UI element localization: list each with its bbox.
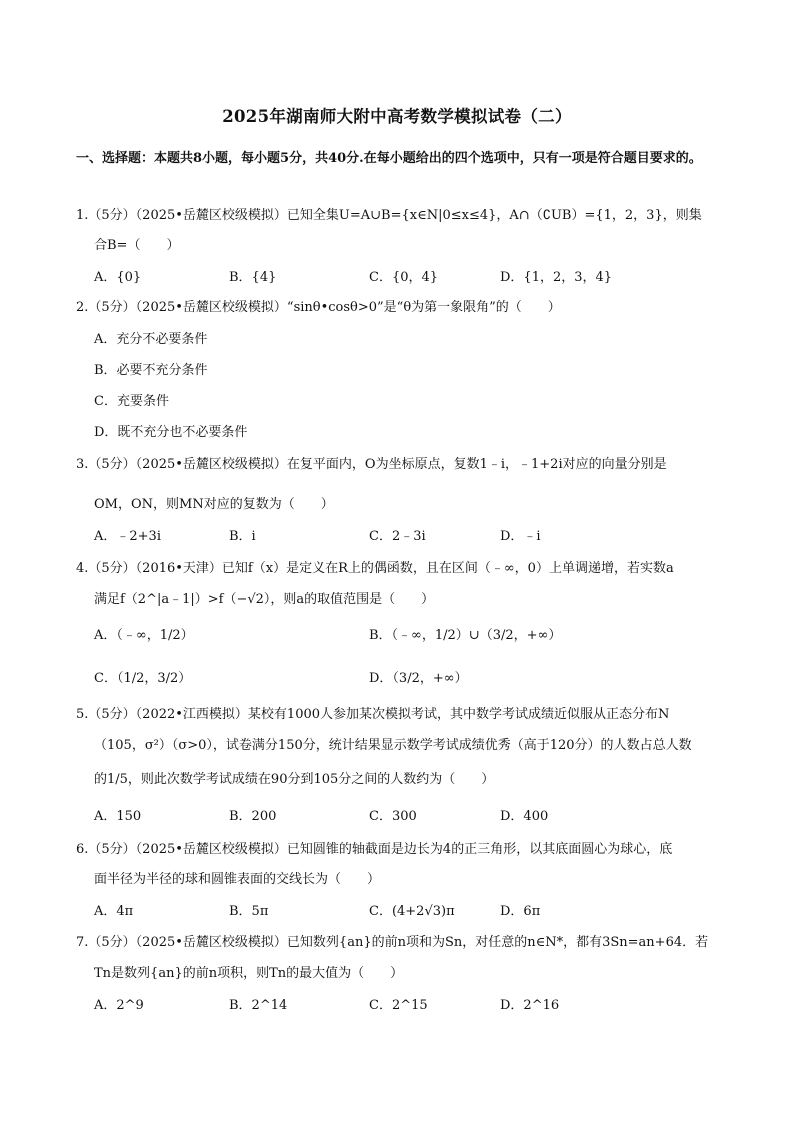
question-4-option-c: C．（1/2，3/2）: [94, 671, 192, 686]
question-3-line-1: 3.（5分）（2025•岳麓区校级模拟）在复平面内，O为坐标原点，复数1﹣i，﹣1+2i对应的向量分别是: [76, 457, 667, 472]
question-6-option-a: A．4π: [94, 904, 134, 919]
question-5-line-2: （105，σ²）（σ>0），试卷满分150分，统计结果显示数学考试成绩优秀（高于120分）的人数占总人数: [94, 738, 692, 753]
question-7-option-a: A．2^9: [94, 998, 144, 1013]
question-3-line-2: OM，ON，则MN对应的复数为（ ）: [94, 497, 334, 512]
question-2-option-a: A．充分不必要条件: [94, 332, 208, 347]
question-7-option-b: B．2^14: [229, 998, 288, 1013]
question-5-option-b: B．200: [229, 809, 277, 824]
question-4-option-d: D．（3/2，+∞）: [369, 671, 468, 686]
question-5-option-d: D．400: [500, 809, 549, 824]
exam-title: 2025年湖南师大附中高考数学模拟试卷（二）: [222, 107, 572, 126]
question-6-line-1: 6.（5分）（2025•岳麓区校级模拟）已知圆锥的轴截面是边长为4的正三角形，以其底面圆心为球心，底: [76, 842, 673, 857]
question-7-option-d: D．2^16: [500, 998, 560, 1013]
question-3-option-c: C．2﹣3i: [369, 529, 426, 544]
question-1-option-a: A．{0}: [94, 270, 142, 285]
question-1-option-c: C．{0，4}: [369, 270, 439, 285]
question-2-option-b: B．必要不充分条件: [94, 363, 208, 378]
question-4-option-b: B．（﹣∞，1/2）∪（3/2，+∞）: [369, 628, 562, 643]
question-7-option-c: C．2^15: [369, 998, 428, 1013]
question-2-option-d: D．既不充分也不必要条件: [94, 425, 248, 440]
question-5-option-c: C．300: [369, 809, 417, 824]
question-6-line-2: 面半径为半径的球和圆锥表面的交线长为（ ）: [94, 872, 381, 887]
question-1-option-d: D．{1，2，3，4}: [500, 270, 613, 285]
question-5-option-a: A．150: [94, 809, 142, 824]
question-6-option-c: C．(4+2√3)π: [369, 904, 455, 919]
question-7-line-1: 7.（5分）（2025•岳麓区校级模拟）已知数列{an}的前n项和为Sn，对任意的n∈N*，都有3Sn=an+64．若: [76, 935, 709, 950]
question-2-line-1: 2.（5分）（2025•岳麓区校级模拟）“sinθ•cosθ>0”是“θ为第一象限角”的（ ）: [76, 300, 561, 315]
question-5-line-1: 5.（5分）（2022•江西模拟）某校有1000人参加某次模拟考试，其中数学考试成绩近似服从正态分布N: [76, 707, 670, 722]
question-4-option-a: A．（﹣∞，1/2）: [94, 628, 194, 643]
question-6-option-d: D．6π: [500, 904, 541, 919]
question-3-option-d: D．﹣i: [500, 529, 541, 544]
question-4-line-1: 4.（5分）（2016•天津）已知f（x）是定义在R上的偶函数，且在区间（﹣∞，0）上单调递增，若实数a: [76, 561, 674, 576]
question-3-option-b: B．i: [229, 529, 256, 544]
question-5-line-3: 的1/5，则此次数学考试成绩在90分到105分之间的人数约为（ ）: [94, 772, 495, 787]
question-3-option-a: A．﹣2+3i: [94, 529, 161, 544]
question-1-option-b: B．{4}: [229, 270, 277, 285]
question-6-option-b: B．5π: [229, 904, 269, 919]
question-1-line-1: 1.（5分）（2025•岳麓区校级模拟）已知全集U=A∪B={x∈N|0≤x≤4}，A∩（∁UB）={1，2，3}，则集: [76, 208, 702, 223]
question-7-line-2: Tn是数列{an}的前n项积，则Tn的最大值为（ ）: [94, 966, 404, 981]
question-2-option-c: C．充要条件: [94, 394, 169, 409]
question-1-line-2: 合B=（ ）: [94, 238, 180, 253]
question-4-line-2: 满足f（2^|a﹣1|）>f（−√2），则a的取值范围是（ ）: [94, 592, 435, 607]
section-header: 一、选择题：本题共8小题，每小题5分，共40分.在每小题给出的四个选项中，只有一项是符合题目要求的。: [76, 151, 702, 166]
